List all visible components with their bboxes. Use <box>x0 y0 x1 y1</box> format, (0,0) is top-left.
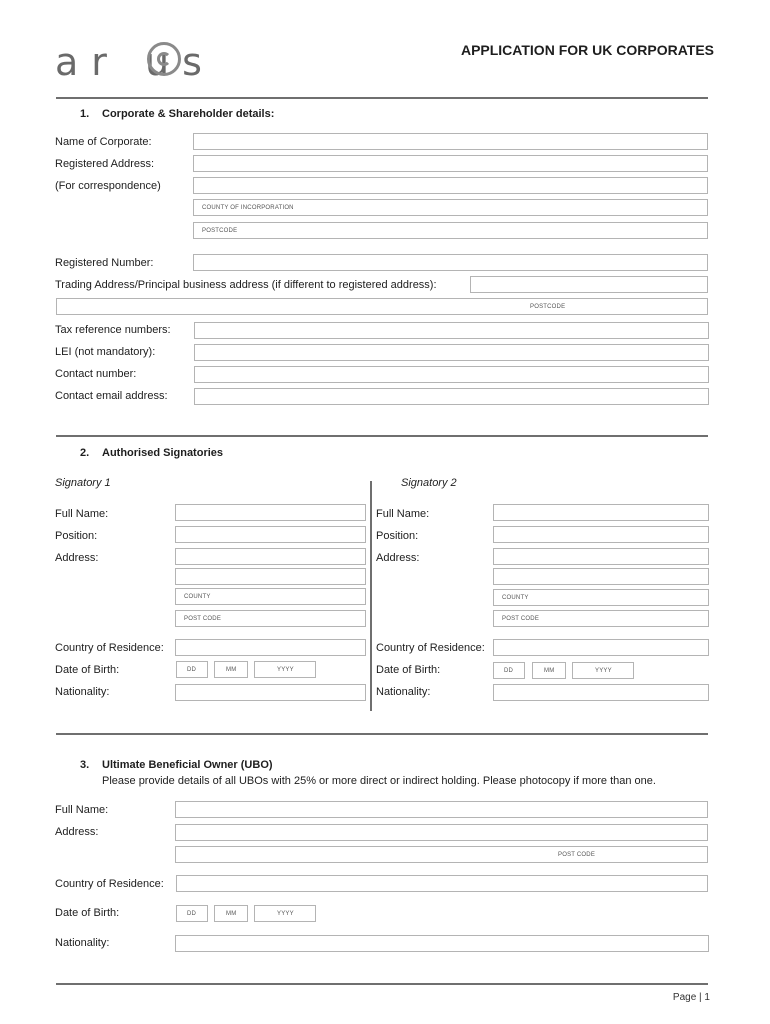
yyyy-hint: YYYY <box>595 668 612 674</box>
ubo-nationality-field[interactable] <box>175 935 709 952</box>
ubo-postcode-hint: POST CODE <box>558 852 596 858</box>
page-number: Page | 1 <box>672 992 710 1003</box>
section-3-heading: 3. Ultimate Beneficial Owner (UBO) <box>80 759 273 771</box>
contact-email-label: Contact email address: <box>55 390 168 402</box>
ubo-dob-year-field[interactable] <box>254 905 316 922</box>
contact-number-field[interactable] <box>194 366 709 383</box>
contact-number-label: Contact number: <box>55 368 137 380</box>
sig1-position-label: Position: <box>55 530 98 542</box>
arcus-logo-c-icon <box>147 42 181 76</box>
dd-hint: DD <box>187 667 197 673</box>
sig1-postcode-hint: POST CODE <box>184 616 222 622</box>
sig2-dob-label: Date of Birth: <box>376 664 441 676</box>
dd-hint: DD <box>504 668 514 674</box>
ubo-dob-day-field[interactable] <box>176 905 208 922</box>
divider <box>56 435 708 437</box>
sig2-county-hint: COUNTY <box>502 595 529 601</box>
ubo-nationality-label: Nationality: <box>55 937 110 949</box>
sig2-residence-label: Country of Residence: <box>376 642 485 654</box>
mm-hint: MM <box>226 667 237 673</box>
county-of-incorporation-field[interactable] <box>193 199 708 216</box>
sig1-dob-label: Date of Birth: <box>55 664 120 676</box>
ubo-full-name-field[interactable] <box>175 801 708 818</box>
sig2-position-label: Position: <box>376 530 419 542</box>
correspondence-label: (For correspondence) <box>55 180 161 192</box>
registered-address-line1-field[interactable] <box>193 155 708 172</box>
ubo-address-line2-field[interactable] <box>175 846 708 863</box>
sig1-county-hint: COUNTY <box>184 594 211 600</box>
name-of-corporate-label: Name of Corporate: <box>55 136 152 148</box>
sig2-postcode-field[interactable] <box>493 610 709 627</box>
trading-address-label: Trading Address/Principal business address (if different to registered address): <box>55 279 437 291</box>
sig2-nationality-field[interactable] <box>493 684 709 701</box>
tax-reference-label: Tax reference numbers: <box>55 324 171 336</box>
sig2-postcode-hint: POST CODE <box>502 616 540 622</box>
sig1-residence-label: Country of Residence: <box>55 642 164 654</box>
tax-reference-field[interactable] <box>194 322 709 339</box>
sig2-position-field[interactable] <box>493 526 709 543</box>
trading-address-line1-field[interactable] <box>470 276 708 293</box>
sig1-nationality-field[interactable] <box>175 684 366 701</box>
section-2-heading: 2. Authorised Signatories <box>80 447 224 459</box>
sig2-address-line1-field[interactable] <box>493 548 709 565</box>
sig1-county-field[interactable] <box>175 588 366 605</box>
postcode-hint: POSTCODE <box>202 228 238 234</box>
registered-postcode-field[interactable] <box>193 222 708 239</box>
registered-address-label: Registered Address: <box>55 158 155 170</box>
signatory-1-heading: Signatory 1 <box>55 477 111 489</box>
sig1-address-label: Address: <box>55 552 99 564</box>
sig2-residence-field[interactable] <box>493 639 709 656</box>
county-of-incorporation-hint: COUNTY OF INCORPORATION <box>202 205 294 211</box>
ubo-full-name-label: Full Name: <box>55 804 109 816</box>
ubo-dob-month-field[interactable] <box>214 905 248 922</box>
sig1-full-name-label: Full Name: <box>55 508 109 520</box>
column-divider <box>370 481 372 711</box>
lei-field[interactable] <box>194 344 709 361</box>
lei-label: LEI (not mandatory): <box>55 346 156 358</box>
trading-address-line2-field[interactable] <box>56 298 708 315</box>
mm-hint: MM <box>226 911 237 917</box>
sig1-position-field[interactable] <box>175 526 366 543</box>
ubo-address-line1-field[interactable] <box>175 824 708 841</box>
sig2-full-name-label: Full Name: <box>376 508 430 520</box>
sig1-full-name-field[interactable] <box>175 504 366 521</box>
sig2-address-label: Address: <box>376 552 420 564</box>
sig2-dob-year-field[interactable] <box>572 662 634 679</box>
sig2-nationality-label: Nationality: <box>376 686 431 698</box>
ubo-residence-label: Country of Residence: <box>55 878 164 890</box>
registered-address-line2-field[interactable] <box>193 177 708 194</box>
sig2-county-field[interactable] <box>493 589 709 606</box>
sig1-dob-month-field[interactable] <box>214 661 248 678</box>
name-of-corporate-field[interactable] <box>193 133 708 150</box>
sig2-address-line2-field[interactable] <box>493 568 709 585</box>
sig1-dob-day-field[interactable] <box>176 661 208 678</box>
page-title: APPLICATION FOR UK CORPORATES <box>460 42 714 58</box>
trading-postcode-hint: POSTCODE <box>530 304 566 310</box>
ubo-description: Please provide details of all UBOs with 25% or more direct or indirect holding. Please photocopy if more than one. <box>102 775 656 787</box>
yyyy-hint: YYYY <box>277 911 294 917</box>
registered-number-field[interactable] <box>193 254 708 271</box>
ubo-address-label: Address: <box>55 826 99 838</box>
arcus-logo: ar us <box>55 40 215 84</box>
ubo-residence-field[interactable] <box>176 875 708 892</box>
sig1-dob-year-field[interactable] <box>254 661 316 678</box>
section-1-heading: 1. Corporate & Shareholder details: <box>80 108 275 120</box>
contact-email-field[interactable] <box>194 388 709 405</box>
sig1-nationality-label: Nationality: <box>55 686 110 698</box>
divider <box>56 983 708 985</box>
sig1-address-line1-field[interactable] <box>175 548 366 565</box>
divider <box>56 733 708 735</box>
sig1-address-line2-field[interactable] <box>175 568 366 585</box>
sig1-postcode-field[interactable] <box>175 610 366 627</box>
sig1-residence-field[interactable] <box>175 639 366 656</box>
sig2-full-name-field[interactable] <box>493 504 709 521</box>
sig2-dob-day-field[interactable] <box>493 662 525 679</box>
mm-hint: MM <box>544 668 555 674</box>
signatory-2-heading: Signatory 2 <box>401 477 457 489</box>
registered-number-label: Registered Number: <box>55 257 154 269</box>
sig2-dob-month-field[interactable] <box>532 662 566 679</box>
yyyy-hint: YYYY <box>277 667 294 673</box>
ubo-dob-label: Date of Birth: <box>55 907 120 919</box>
divider <box>56 97 708 99</box>
dd-hint: DD <box>187 911 197 917</box>
